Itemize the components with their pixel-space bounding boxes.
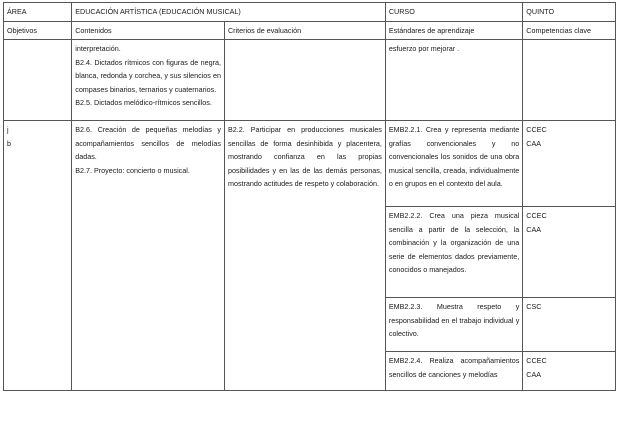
estandares-cell	[385, 298, 522, 352]
competencia-item: CAA	[526, 138, 542, 148]
estandar-text: EMB2.2.3. Muestra respeto y responsabilidad en el trabajo individual y colectivo.	[388, 302, 520, 338]
criterios-cell	[224, 40, 385, 121]
estandares-cell	[385, 40, 522, 121]
competencia-item: CSC	[526, 302, 542, 311]
objetivos-cell	[4, 121, 72, 391]
contenidos-cell	[72, 40, 225, 121]
table-row	[4, 121, 616, 207]
contenidos-cell	[72, 121, 225, 391]
competencias-cell	[523, 40, 616, 121]
competencia-item: CCEC	[526, 211, 547, 220]
header-row	[4, 3, 616, 22]
criterios-cell	[224, 121, 385, 391]
estandar-text: EMB2.2.1. Crea y representa mediante grafías convencionales y no convencionales los sonidos de una obra musical sencilla, creada, individualmente o en grupos en el contexto del aula.	[388, 125, 520, 188]
contenido-text: B2.7. Proyecto: concierto o musical.	[75, 165, 190, 175]
curso-label: CURSO	[385, 3, 522, 22]
competencia-item: CCEC	[526, 356, 547, 365]
competencias-cell	[523, 207, 616, 298]
estandares-cell	[385, 352, 522, 391]
contenido-text: B2.6. Creación de pequeñas melodías y acompañamientos sencillos de melodías dadas.	[75, 125, 221, 161]
table-row	[4, 40, 616, 121]
column-header-row	[4, 21, 616, 40]
competencias-cell	[523, 121, 616, 207]
estandar-text: esfuerzo por mejorar .	[388, 44, 460, 53]
column-header-criterios: Criterios de evaluación	[224, 21, 385, 40]
estandar-text: EMB2.2.4. Realiza acompañamientos sencillos de canciones y melodías	[388, 356, 520, 379]
estandares-cell	[385, 121, 522, 207]
area-label: ÁREA	[4, 3, 72, 22]
column-header-estandares: Estándares de aprendizaje	[385, 21, 522, 40]
estandar-text: EMB2.2.2. Crea una pieza musical sencilla a partir de la selección, la combinación y la organización de una serie de elementos dados previamente, conocidos o manejados.	[388, 211, 520, 274]
competencias-cell	[523, 298, 616, 352]
contenido-text: B2.5. Dictados melódico-rítmicos sencillos.	[75, 98, 212, 107]
contenido-text: B2.4. Dictados rítmicos con figuras de negra, blanca, redonda y corchea, y sus silencios en compases binarios, ternarios y cuaternarios.	[75, 57, 221, 94]
objetivo-item: b	[7, 138, 11, 148]
objetivos-cell	[4, 40, 72, 121]
column-header-objetivos: Objetivos	[4, 21, 72, 40]
criterio-text: B2.2. Participar en producciones musicales sencillas de forma desinhibida y placentera, mostrando confianza en las propias posibilidades y en las de las demás personas, mostrando actitudes de respeto y colaboración.	[227, 125, 382, 188]
estandares-cell	[385, 207, 522, 298]
column-header-competencias: Competencias clave	[523, 21, 616, 40]
competencia-item: CAA	[526, 369, 542, 379]
curso-value: QUINTO	[523, 3, 616, 22]
objetivo-item: j	[7, 125, 9, 134]
area-value: EDUCACIÓN ARTÍSTICA (EDUCACIÓN MUSICAL)	[72, 3, 386, 22]
competencias-cell	[523, 352, 616, 391]
contenido-text: interpretación.	[75, 44, 121, 53]
competencia-item: CCEC	[526, 125, 547, 134]
competencia-item: CAA	[526, 224, 542, 234]
curriculum-table	[3, 2, 616, 391]
column-header-contenidos: Contenidos	[72, 21, 225, 40]
